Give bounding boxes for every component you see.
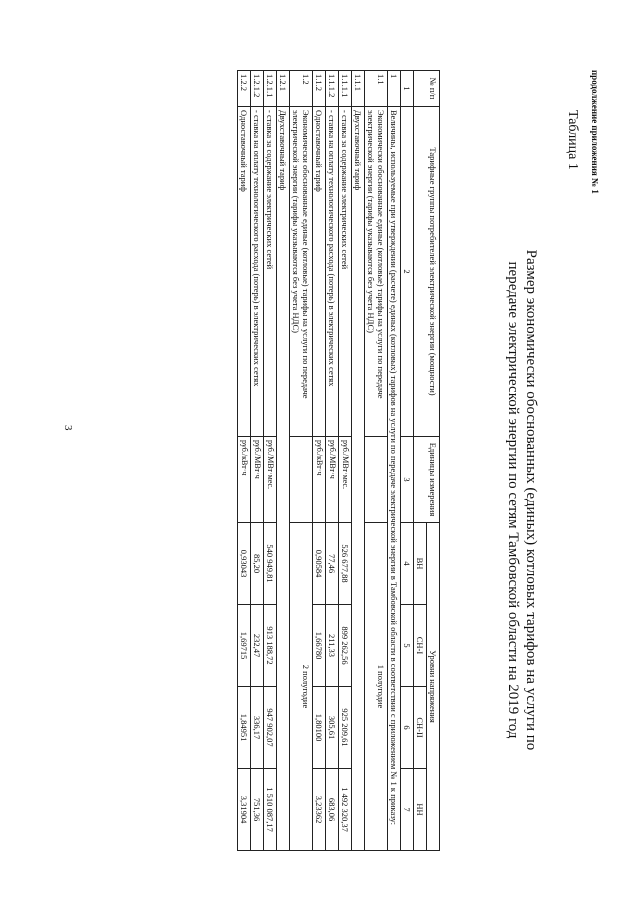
value-vn: 526 677,88 [339,523,352,605]
row-number: 1.1.1 [352,71,365,107]
row-number: 1.2.1.2 [251,71,264,107]
value-nn: 1 510 087,17 [264,769,277,851]
header-group: Тарифные группы потребителей электрической энергии (мощности) [414,107,440,437]
table-row [277,71,290,851]
col-number: 7 [401,769,414,851]
column-number-row [401,71,414,851]
value-sn1: 913 188,72 [264,605,277,687]
header-num: № п/п [414,71,440,107]
value-sn1: 232,47 [251,605,264,687]
header-vn: ВН [414,523,427,605]
table-row [238,71,251,851]
table-row [313,71,326,851]
value-vn: 0,93043 [238,523,251,605]
table-row [326,71,339,851]
tariff-table [237,70,440,851]
row-number: 1.2 [290,71,313,107]
value-sn2: 947 902,07 [264,687,277,769]
header-sn1: СН-I [414,605,427,687]
value-sn2: 1,84951 [238,687,251,769]
row-number: 1.2.1 [277,71,290,107]
row-number: 1.1.2 [313,71,326,107]
table-row [264,71,277,851]
value-vn: 540 949,81 [264,523,277,605]
table-row [251,71,264,851]
row-unit: руб./МВт·мес. [339,437,352,523]
document-title: Размер экономически обоснованных (единых) котловых тарифов на услуги по передаче электрической энергии по сетям Тамбовской области на 2019 год [505,249,539,751]
header-nn: НН [414,769,427,851]
row-text: Величины, используемые при утверждении (расчете) единых (котловых) тарифов на услуги по передаче электрической энергии в Тамбовской области в соответствии с приложением № 1 к приказу: [388,107,401,851]
appendix-note: продолжение приложения № 1 [590,70,600,194]
value-vn: 77,46 [326,523,339,605]
table-row [352,71,365,851]
row-number: 1.1.1.2 [326,71,339,107]
table-label: Таблица 1 [565,110,580,170]
row-number: 1.1 [365,71,388,107]
row-number: 1.1.1.1 [339,71,352,107]
period-label: 2 полугодие [290,523,313,851]
col-number: 3 [401,437,414,523]
header-levels: Уровни напряжения [427,523,440,851]
value-sn2: 925 209,61 [339,687,352,769]
col-number: 4 [401,523,414,605]
col-number: 5 [401,605,414,687]
row-text: - ставка на оплату технологического расхода (потерь) в электрических сетях [251,107,264,437]
value-vn: 85,20 [251,523,264,605]
value-nn: 3,31904 [238,769,251,851]
row-unit: руб./МВт·ч [326,437,339,523]
row-text: Экономически обоснованные единые (котловые) тарифы на услуги по передаче электрической энергии (тарифы указываются без учета НДС) [290,107,313,437]
header-row [427,71,440,851]
row-text: - ставка за содержание электрических сетей [339,107,352,437]
row-unit: руб./кВт·ч [238,437,251,523]
page-number: 3 [62,425,74,431]
value-sn2: 1,80100 [313,687,326,769]
value-sn2: 305,61 [326,687,339,769]
value-sn1: 1,69715 [238,605,251,687]
row-text: Двухставочный тариф [352,107,365,851]
table-row [339,71,352,851]
row-number: 1.2.2 [238,71,251,107]
row-text: Одноставочный тариф [313,107,326,437]
col-number: 1 [401,71,414,107]
period-label: 1 полугодие [365,523,388,851]
row-number: 1.2.1.1 [264,71,277,107]
row-text: Экономически обоснованные единые (котловые) тарифы на услуги по передаче электрической энергии (тарифы указываются без учета НДС) [365,107,388,437]
value-nn: 683,06 [326,769,339,851]
table-row [290,71,313,851]
col-number: 6 [401,687,414,769]
row-unit: руб./МВт·мес. [264,437,277,523]
row-text: - ставка за содержание электрических сетей [264,107,277,437]
value-vn: 0,90584 [313,523,326,605]
row-text: Одноставочный тариф [238,107,251,437]
header-sn2: СН-II [414,687,427,769]
row-number: 1 [388,71,401,107]
row-unit: руб./кВт·ч [313,437,326,523]
value-nn: 1 492 320,37 [339,769,352,851]
table-row [365,71,388,851]
value-sn1: 1,66780 [313,605,326,687]
row-text: Двухставочный тариф [277,107,290,851]
value-nn: 751,36 [251,769,264,851]
value-nn: 3,23362 [313,769,326,851]
value-sn1: 211,33 [326,605,339,687]
table-row [388,71,401,851]
value-sn2: 336,17 [251,687,264,769]
header-unit: Единицы измерения [414,437,440,523]
row-unit: руб./МВт·ч [251,437,264,523]
col-number: 2 [401,107,414,437]
row-text: - ставка на оплату технологического расхода (потерь) в электрических сетях [326,107,339,437]
value-sn1: 899 262,56 [339,605,352,687]
